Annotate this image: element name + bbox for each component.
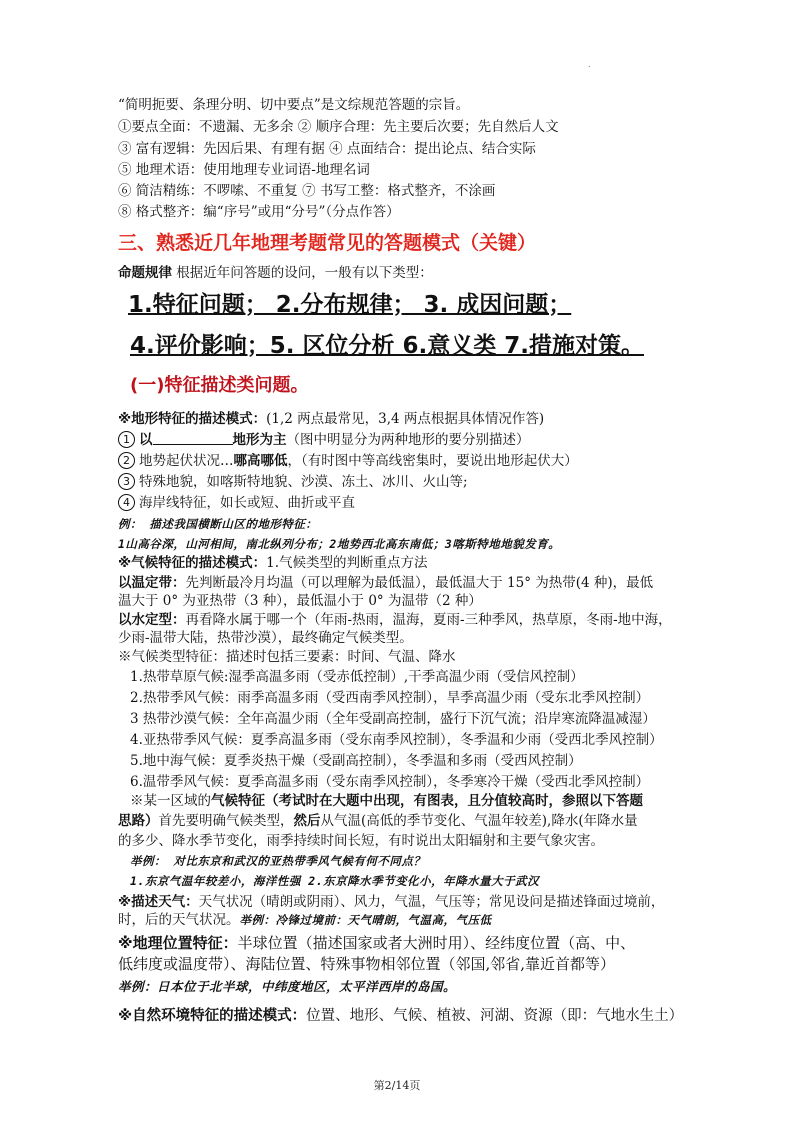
water-line-2: 少雨-温带大陆，热带沙漠），最终确定气候类型。: [118, 630, 413, 646]
region-example-question: 举例： 对比东京和武汉的亚热带季风气候有何不同点？: [130, 854, 426, 868]
climate-title-line: [118, 554, 428, 572]
terrain-title: ※地形特征的描述模式：: [118, 411, 267, 427]
terrain-note: (1,2 两点最常见，3,4 两点根据具体情况作答): [266, 411, 545, 427]
climate-list-item-6: 6.温带季风气候：夏季高温多雨（受东南季风控制），冬季寒冷干燥（受西北季风控制）: [130, 774, 650, 790]
number-circle: 3: [118, 473, 135, 490]
region-bold-1: 气候特征（考试时在大题中出现，有图表，且分值较高时，参照以下答题: [211, 793, 643, 809]
weather-text-1: 天气状况（晴朗或阴雨）、风力，气温，气压等；常见设问是描述锋面过境前，: [198, 894, 665, 910]
number-circle: 4: [118, 494, 135, 511]
climate-list-item-1: 1.热带草原气候:湿季高温多雨（受赤低控制）,干季高温少雨（受信风控制）: [130, 669, 584, 685]
temp-label: 以温定带：: [118, 575, 186, 591]
nature-line: [118, 1006, 683, 1026]
principle-row-5: ⑧ 格式整齐：编“序号”或用“分号”（分点作答）: [118, 204, 400, 220]
location-example: 举例：日本位于北半球，中纬度地区，太平洋西岸的岛国。: [118, 979, 457, 994]
principle-row-4: ⑥ 简洁精练：不啰嗦、不重复 ⑦ 书写工整：格式整齐，不涂画: [118, 183, 496, 199]
terrain-item-1-bold: 地形为主: [232, 432, 287, 448]
question-types-line-2: [130, 331, 644, 361]
nature-label: ※自然环境特征的描述模式：: [118, 1008, 307, 1024]
region-text-2: 首先要明确气候类型，: [158, 813, 294, 829]
principle-line: “简明扼要、条理分明、切中要点”是文综规范答题的宗旨。: [118, 97, 470, 113]
section-3-title: 三、熟悉近几年地理考题常见的答题模式（关键）: [118, 232, 537, 254]
rule-line: [118, 264, 433, 282]
header-mark: .: [588, 60, 591, 69]
terrain-item-3-text: 特殊地貌，如喀斯特地貌、沙漠、冻土、冰川、火山等;: [139, 474, 468, 490]
water-line-1: [118, 611, 672, 629]
water-label: 以水定型：: [118, 612, 186, 628]
climate-note: 1.气候类型的判断重点方法: [266, 555, 428, 571]
weather-example: 举例：冷锋过境前：天气晴朗，气温高，气压低: [239, 913, 492, 927]
climate-list-item-4: 4.亚热带季风气候：夏季高温多雨（受东南季风控制），冬季温和少雨（受西北季风控制）: [130, 732, 663, 748]
weather-line-2: [118, 911, 492, 929]
terrain-item-4-text: 海岸线特征，如长或短、曲折或平直: [139, 495, 355, 511]
location-text-1: 半球位置（描述国家或者大洲时用）、经纬度位置（高、中、: [237, 934, 636, 952]
location-label: ※地理位置特征：: [118, 934, 238, 952]
blank-underline: [153, 432, 233, 445]
location-line-1: [118, 933, 635, 953]
number-circle: 1: [118, 431, 135, 448]
region-bold-2: 思路）: [118, 813, 159, 829]
water-text-1: 再看降水属于哪一个（年雨-热雨，温海，夏雨-三种季风，热草原，冬雨-地中海，: [185, 612, 672, 628]
weather-text-2: 时，后的天气状况。: [118, 912, 240, 928]
question-types-line-1: [128, 290, 571, 320]
principle-row-2: ③ 富有逻辑：先因后果、有理有据 ④ 点面结合：提出论点、结合实际: [118, 141, 536, 157]
region-bold-3: 然后: [293, 813, 321, 829]
principle-row-3: ⑤ 地理术语：使用地理专业词语-地理名词: [118, 162, 370, 178]
terrain-item-2: [118, 452, 578, 470]
climate-list-item-3: 3 热带沙漠气候：全年高温少雨（全年受副高控制，盛行下沉气流；沿岸寒流降温减湿）: [130, 711, 656, 727]
terrain-example-answer: 1山高谷深，山河相间，南北纵列分布；2地势西北高东南低；3喀斯特地地貌发育。: [118, 537, 561, 551]
temp-line-2: 温大于 0° 为亚热带（3 种），最低温小于 0° 为温带（2 种）: [118, 593, 482, 609]
rule-label: 命题规律: [118, 265, 172, 281]
terrain-item-1: [118, 431, 530, 449]
region-line-3: 的多少、降水季节变化，雨季持续时间长短，有时说出太阳辐射和主要气象灾害。: [118, 833, 604, 849]
climate-elements: ※气候类型特征：描述时包括三要素：时间、气温、降水: [118, 649, 456, 665]
page-number: 第2/14页: [373, 1079, 421, 1092]
weather-line-1: [118, 893, 664, 911]
climate-title: ※气候特征的描述模式：: [118, 555, 267, 571]
terrain-item-1-post: （图中明显分为两种地形的要分别描述）: [286, 432, 530, 448]
nature-text: 位置、地形、气候、植被、河湖、资源（即：气地水生土）: [306, 1008, 684, 1024]
climate-list-item-2: 2.热带季风气候：雨季高温多雨（受西南季风控制），旱季高温少雨（受东北季风控制）: [130, 690, 650, 706]
climate-list-item-5: 5.地中海气候：夏季炎热干燥（受副高控制），冬季温和多雨（受西风控制）: [130, 753, 582, 769]
terrain-item-2-bold: 哪高哪低: [233, 453, 288, 469]
terrain-item-2-post: ，（有时图中等高线密集时，要说出地形起伏大）: [287, 453, 578, 469]
terrain-item-3: [118, 473, 468, 491]
terrain-item-1-pre: 以: [139, 432, 153, 448]
terrain-item-2-pre: 地势起伏状况…: [139, 453, 234, 469]
principle-row-1: ①要点全面：不遗漏、无多余 ② 顺序合理：先主要后次要；先自然后人文: [118, 119, 559, 135]
types-2-text: 4.评价影响；5. 区位分析 6.意义类 7.措施对策。: [130, 333, 644, 359]
number-circle: 2: [118, 452, 135, 469]
region-text-3: 从气温(高低的季节变化、气温年较差),降水(年降水量: [320, 813, 638, 829]
rule-text: 根据近年问答题的设问，一般有以下类型：: [172, 265, 433, 281]
part-1-title: (一)特征描述类问题。: [130, 375, 309, 396]
terrain-item-4: [118, 494, 355, 512]
terrain-title-line: [118, 410, 544, 428]
region-line-1: [130, 792, 643, 810]
temp-line-1: [118, 574, 653, 592]
region-line-2: [118, 812, 638, 830]
location-line-2: 低纬度或温度带）、海陆位置、特殊事物相邻位置（邻国,邻省,靠近首都等）: [118, 955, 616, 973]
types-1-text: 1.特征问题； 2.分布规律； 3. 成因问题；: [128, 292, 572, 318]
weather-label: ※描述天气：: [118, 894, 199, 910]
region-example-answer: 1.东京气温年较差小，海洋性强 2.东京降水季节变化小，年降水量大于武汉: [130, 874, 540, 888]
region-pre: ※某一区域的: [130, 793, 211, 809]
terrain-example-question: 例： 描述我国横断山区的地形特征：: [118, 517, 318, 531]
temp-text-1: 先判断最冷月均温（可以理解为最低温），最低温大于 15° 为热带(4 种)，最低: [185, 575, 654, 591]
